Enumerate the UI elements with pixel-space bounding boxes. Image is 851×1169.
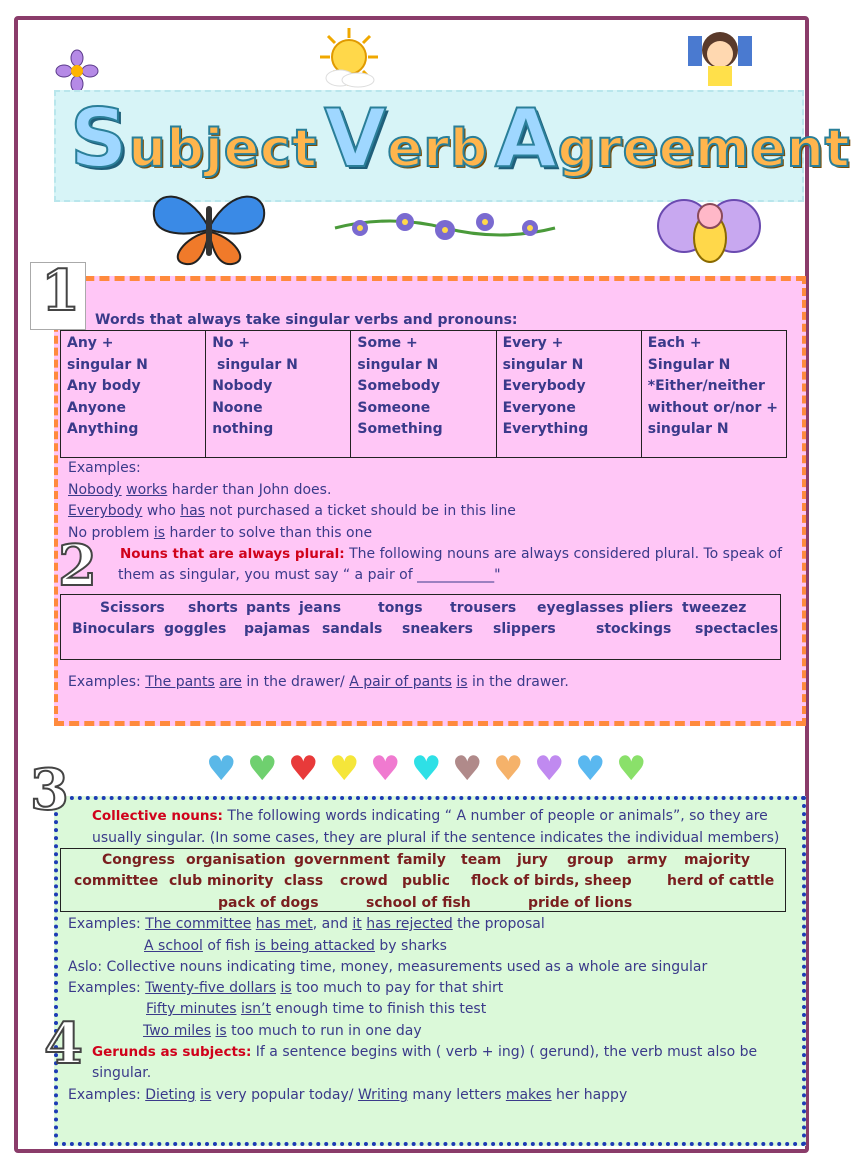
collective-noun: army (627, 852, 668, 868)
subject: A pair of pants (349, 674, 452, 690)
sentence-mid: very popular today/ (211, 1087, 358, 1103)
section-number-4: 4 (44, 1011, 83, 1077)
example-sentence (68, 482, 331, 498)
subject: Twenty-five dollars (145, 980, 276, 996)
section4-example (68, 1087, 627, 1103)
section4-intro (92, 1044, 757, 1060)
cell: Noone (212, 399, 263, 416)
collective-noun: pride of lions (528, 895, 633, 911)
plural-noun: sneakers (402, 621, 473, 637)
col-every (496, 331, 641, 458)
collective-noun: team (461, 852, 502, 868)
section3-heading: Collective nouns: (92, 808, 223, 824)
col-no (206, 331, 351, 458)
verb: is (280, 980, 292, 996)
plural-noun: tweezez (682, 600, 747, 616)
cell: Any body (67, 378, 141, 394)
plural-noun: pants (246, 600, 291, 616)
collective-noun: pack of dogs (218, 895, 319, 911)
plural-noun: stockings (596, 621, 672, 637)
subject: Writing (357, 1087, 408, 1103)
plural-noun: sandals (322, 621, 383, 637)
subject: The pants (145, 674, 215, 690)
title-part-ubject: ubject (128, 119, 318, 179)
cell: singular N (67, 356, 148, 373)
examples-label-3b: Examples: (68, 980, 141, 996)
collective-noun: herd of cattle (667, 873, 775, 889)
title-letter-s: S (70, 92, 129, 185)
cell: singular N (212, 356, 298, 373)
collective-noun: Congress (102, 852, 175, 868)
cell: Anything (67, 421, 139, 437)
subject: Nobody (68, 482, 122, 498)
plural-noun: goggles (164, 621, 227, 637)
sentence-rest: in the drawer. (467, 674, 569, 690)
cell: Some + (357, 335, 418, 351)
plural-noun: eyeglasses pliers (537, 600, 674, 616)
collective-noun: school of fish (366, 895, 471, 911)
plural-noun: Scissors (100, 600, 165, 616)
sentence-rest: the proposal (452, 916, 545, 932)
sentence-rest: by sharks (374, 938, 447, 954)
plural-noun: trousers (450, 600, 517, 616)
sun-icon (318, 26, 380, 88)
collective-noun: jury (517, 852, 548, 868)
heart-icon: ♥ (534, 749, 565, 789)
title-part-greement: greement (557, 119, 851, 179)
also-note: Aslo: Collective nouns indicating time, money, measurements used as a whole are singular (68, 959, 708, 975)
subject: Everybody (68, 503, 143, 519)
heart-icon: ♥ (411, 749, 442, 789)
cell: Everyone (502, 399, 576, 416)
cell: Anyone (67, 399, 127, 416)
subject: No problem (68, 525, 154, 541)
collective-noun: flock of birds, sheep (471, 873, 632, 889)
sentence-rest: too much to run in one day (226, 1023, 422, 1039)
cell: Somebody (357, 378, 440, 394)
verb: is (456, 674, 468, 690)
subject: Two miles (143, 1023, 212, 1039)
title-part-erb: erb (387, 119, 489, 179)
sentence-rest: harder than John does. (167, 482, 332, 498)
subject: The committee (145, 916, 252, 932)
verb: has (180, 503, 205, 519)
cell: singular N (502, 356, 584, 373)
cell: Someone (357, 399, 431, 416)
section-number-1: 1 (30, 262, 86, 330)
plural-noun: shorts (188, 600, 238, 616)
collective-noun: club minority (169, 873, 274, 889)
plural-noun: spectacles (695, 621, 779, 637)
section1-heading: Words that always take singular verbs and pronouns: (95, 312, 518, 328)
collective-noun: government (294, 852, 390, 868)
plural-noun: slippers (493, 621, 556, 637)
examples-label-1: Examples: (68, 460, 141, 476)
section3-example (143, 1023, 422, 1039)
flower-border-icon (330, 206, 560, 250)
collective-noun: committee (74, 873, 159, 889)
cell: Singular N (647, 356, 731, 373)
heart-icon: ♥ (247, 749, 278, 789)
title-letter-v: V (324, 92, 388, 185)
verb: are (219, 674, 242, 690)
examples-label-4: Examples: (68, 1087, 141, 1103)
plural-noun: pajamas (244, 621, 311, 637)
heart-icon: ♥ (575, 749, 606, 789)
section-number-3: 3 (30, 757, 69, 823)
section3-intro-line2: usually singular. (In some cases, they are plural if the sentence indicates the individual members) (92, 830, 780, 846)
collective-noun: crowd (340, 873, 388, 889)
cell: No + (212, 335, 251, 351)
cell: Nobody (212, 378, 273, 394)
cell: singular N (357, 356, 439, 373)
collective-noun: majority (684, 852, 750, 868)
subject: Dieting (145, 1087, 196, 1103)
section2-heading: Nouns that are always plural: (120, 546, 345, 562)
col-some (351, 331, 496, 458)
example-sentence (68, 525, 372, 541)
collective-noun: class (284, 873, 324, 889)
cell: nothing (212, 421, 274, 437)
col-any (61, 331, 206, 458)
section-number-2: 2 (58, 533, 97, 599)
collective-noun: group (567, 852, 614, 868)
plural-noun: jeans (299, 600, 342, 616)
section3-intro (92, 808, 768, 824)
sentence-rest: her happy (551, 1087, 628, 1103)
cell: Every + (502, 335, 564, 351)
section4-intro-line2: singular. (92, 1065, 152, 1081)
subject: it (352, 916, 362, 932)
section3-example (68, 980, 503, 996)
sentence-mid: of fish (202, 938, 255, 954)
heart-icon: ♥ (370, 749, 401, 789)
verb: has rejected (366, 916, 453, 932)
sentence-rest: enough time to finish this test (270, 1001, 487, 1017)
sentence-mid: in the drawer/ (241, 674, 350, 690)
sentence-mid: many letters (407, 1087, 506, 1103)
examples-label-2: Examples: (68, 674, 141, 690)
heart-icon: ♥ (452, 749, 483, 789)
cell: Each + (647, 335, 702, 351)
collective-noun: family (397, 852, 446, 868)
sentence-mid: who (142, 503, 181, 519)
section3-intro-text: The following words indicating “ A number of people or animals”, so they are (222, 808, 768, 824)
section2-intro (120, 546, 782, 562)
verb: makes (505, 1087, 552, 1103)
page-title (70, 92, 851, 185)
example-sentence (68, 503, 516, 519)
section4-heading: Gerunds as subjects: (92, 1044, 252, 1060)
examples-label-3: Examples: (68, 916, 141, 932)
verb: is (200, 1087, 212, 1103)
cell: singular N (647, 421, 729, 437)
butterfly-icon (146, 186, 272, 268)
cell: *Either/neither (647, 378, 765, 394)
verb: is (153, 525, 166, 541)
sentence-rest: too much to pay for that shirt (291, 980, 504, 996)
heart-icon: ♥ (288, 749, 319, 789)
section2-intro-line2: them as singular, you must say “ a pair of ___________" (118, 567, 501, 583)
section3-example (144, 938, 447, 954)
singular-words-table (60, 330, 787, 458)
subject: A school (144, 938, 203, 954)
bee-butterfly-icon (654, 190, 764, 270)
verb: works (126, 482, 168, 498)
cell: Something (357, 421, 443, 437)
title-letter-a: A (494, 92, 558, 185)
verb: is being attacked (254, 938, 375, 954)
plural-noun: tongs (378, 600, 423, 616)
sentence-mid: , and (312, 916, 353, 932)
cell: without or/nor + (647, 399, 779, 416)
collective-noun: public (402, 873, 450, 889)
sentence-rest: not purchased a ticket should be in this line (204, 503, 516, 519)
section4-intro-text: If a sentence begins with ( verb + ing) ( gerund), the verb must also be (251, 1044, 758, 1060)
section3-example (68, 916, 545, 932)
verb: isn’t (240, 1001, 271, 1017)
section2-example (68, 674, 569, 690)
heart-icon: ♥ (493, 749, 524, 789)
cell: Everybody (502, 378, 586, 394)
collective-noun: organisation (186, 852, 286, 868)
verb: has met (255, 916, 313, 932)
heart-icon: ♥ (616, 749, 647, 789)
section2-intro-text: The following nouns are always considered plural. To speak of (344, 546, 783, 562)
verb: is (215, 1023, 227, 1039)
heart-icon: ♥ (329, 749, 360, 789)
hearts-divider (206, 749, 657, 789)
girl-icon (684, 24, 756, 88)
flower-icon (56, 50, 98, 92)
cell: Everything (502, 421, 589, 437)
section3-example (146, 1001, 486, 1017)
heart-icon: ♥ (206, 749, 237, 789)
sentence-rest: harder to solve than this one (165, 525, 373, 541)
col-each (641, 331, 786, 458)
plural-noun: Binoculars (72, 621, 155, 637)
subject: Fifty minutes (146, 1001, 237, 1017)
cell: Any + (67, 335, 114, 351)
